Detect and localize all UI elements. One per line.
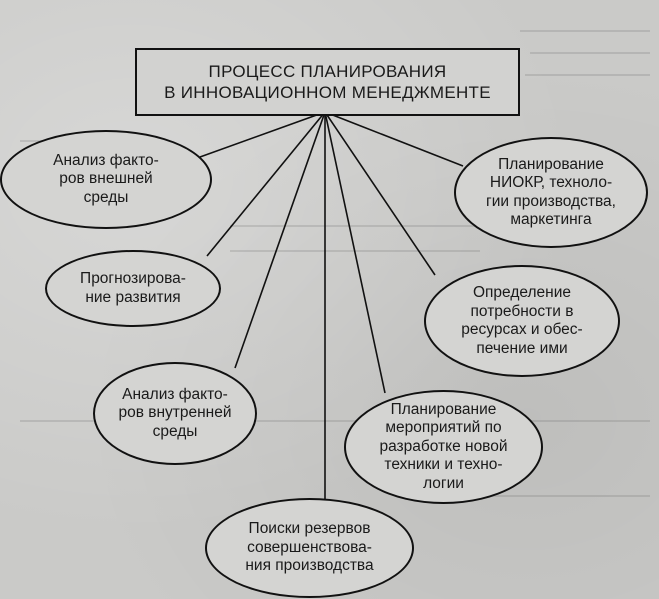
node-rnd-planning [454, 137, 648, 248]
node-label-line: Планирование [498, 155, 604, 173]
node-forecasting [45, 250, 221, 327]
node-label-line: маркетинга [510, 211, 592, 228]
node-label-line: техники и техно- [384, 456, 503, 474]
node-label-line: разработке новой [379, 437, 508, 455]
node-label-line: Планирование [390, 400, 497, 418]
node-label-line: Прогнозирова- [80, 270, 186, 287]
node-label-line: НИОКР, техноло- [489, 174, 613, 191]
node-label-line: среды [83, 188, 129, 206]
node-label-line: мероприятий по [385, 419, 502, 437]
node-label-line: гии производства, [486, 192, 616, 210]
node-label-line: печение ими [476, 339, 568, 357]
node-resources [424, 265, 620, 377]
node-label-line: Поиски резервов [248, 520, 371, 538]
node-label-line: ние развития [85, 288, 181, 306]
node-reserves [205, 498, 414, 598]
node-internal-factors [93, 362, 257, 465]
node-label-line: Анализ факто- [122, 385, 228, 403]
connector-resources [325, 112, 435, 275]
node-label-line: Анализ факто- [53, 151, 159, 169]
node-label-line: ров внешней [59, 170, 153, 188]
node-label-line: ресурсах и обес- [461, 321, 583, 338]
title-line-2: В ИННОВАЦИОННОМ МЕНЕДЖМЕНТЕ [164, 83, 491, 102]
node-label-line: ния производства [245, 557, 374, 575]
connector-rnd-planning [325, 112, 463, 166]
node-label-line: ров внутренней [118, 404, 232, 422]
node-tech-measures [344, 390, 543, 504]
node-label-line: совершенствова- [247, 538, 372, 556]
node-label-line: Определение [472, 284, 571, 301]
node-label-line: потребности в [470, 302, 574, 320]
title-line-1: ПРОЦЕСС ПЛАНИРОВАНИЯ [208, 62, 447, 81]
node-label-line: логии [423, 474, 464, 492]
diagram-title-box [135, 48, 520, 116]
connector-tech-measures [325, 112, 385, 393]
connector-internal-factors [235, 112, 325, 368]
node-external-factors [0, 130, 212, 229]
node-label-line: среды [152, 422, 198, 440]
